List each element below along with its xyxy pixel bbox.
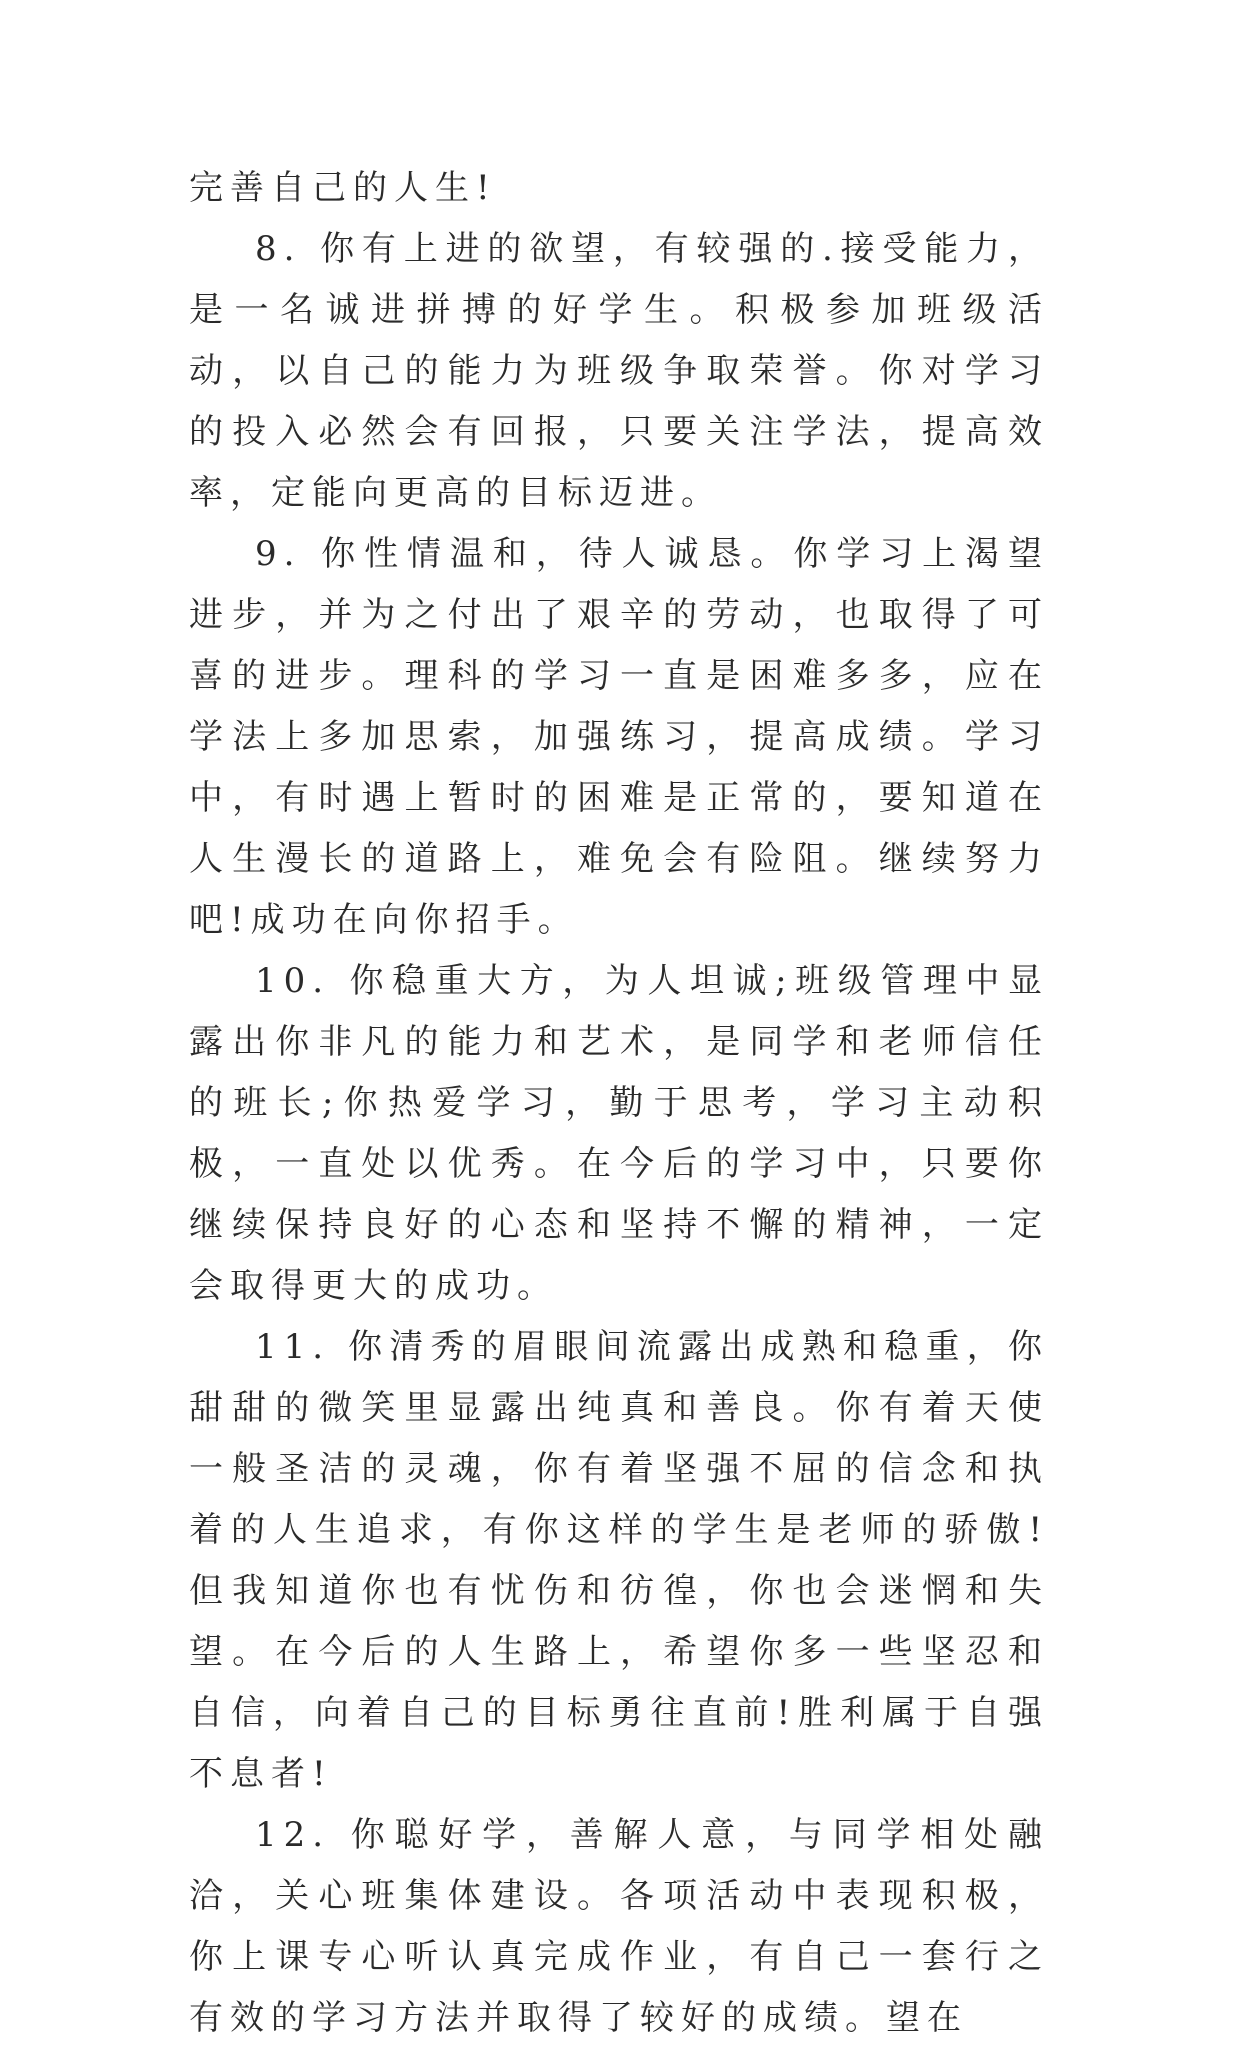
paragraph-12: 12. 你聪好学，善解人意，与同学相处融洽，关心班集体建设。各项活动中表现积极，你上课专心听认真完成作业，有自己一套行之有效的学习方法并取得了较好的成绩。望在 <box>189 1815 1049 2038</box>
paragraph-continuation: 完善自己的人生! <box>189 168 497 208</box>
paragraph-8: 8. 你有上进的欲望，有较强的.接受能力，是一名诚进拼搏的好学生。积极参加班级活动，以自己的能力为班级争取荣誉。你对学习的投入必然会有回报，只要关注学法，提高效率，定能向更高的目标迈进。 <box>189 229 1049 513</box>
paragraph-9: 9. 你性情温和，待人诚恳。你学习上渴望进步，并为之付出了艰辛的劳动，也取得了可喜的进步。理科的学习一直是困难多多，应在学法上多加思索，加强练习，提高成绩。学习中，有时遇上暂时的困难是正常的，要知道在人生漫长的道路上，难免会有险阻。继续努力吧!成功在向你招手。 <box>189 534 1049 940</box>
paragraph-11: 11. 你清秀的眉眼间流露出成熟和稳重，你甜甜的微笑里显露出纯真和善良。你有着天使一般圣洁的灵魂，你有着坚强不屈的信念和执着的人生追求，有你这样的学生是老师的骄傲!但我知道你也有忧伤和彷徨，你也会迷惘和失望。在今后的人生路上，希望你多一些坚忍和自信，向着自己的目标勇往直前!胜利属于自强不息者! <box>189 1327 1049 1794</box>
document-body <box>189 158 1049 2049</box>
paragraph-10: 10. 你稳重大方，为人坦诚;班级管理中显露出你非凡的能力和艺术，是同学和老师信任的班长;你热爱学习，勤于思考，学习主动积极，一直处以优秀。在今后的学习中，只要你继续保持良好的心态和坚持不懈的精神，一定会取得更大的成功。 <box>189 961 1049 1306</box>
